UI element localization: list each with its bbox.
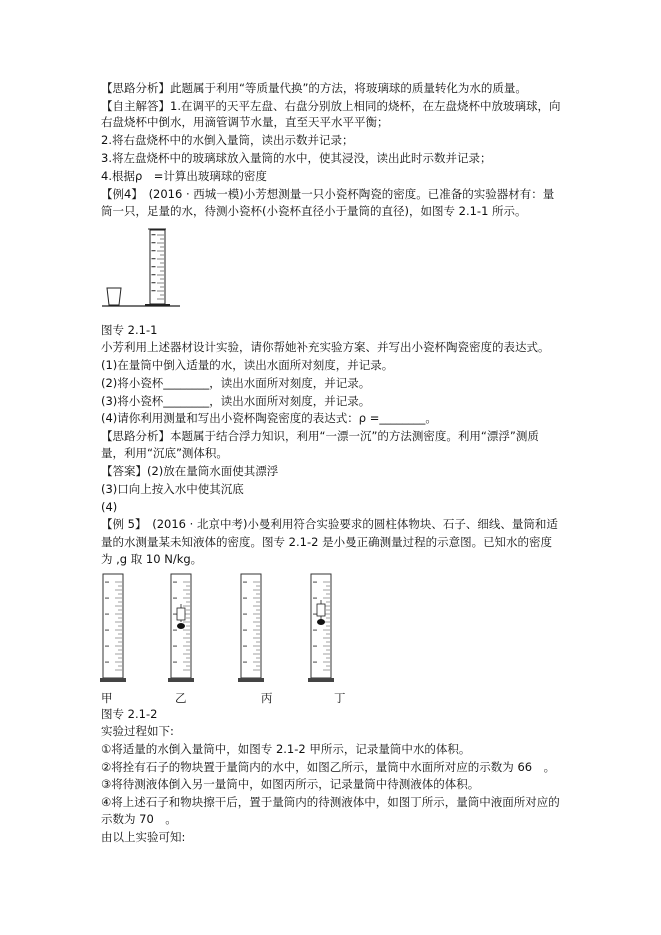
- text-line-25: ③将待测液体倒入另一量筒中，如图丙所示，记录量筒中待测液体的体积。: [101, 777, 480, 791]
- text-line-2: 【自主解答】1.在调平的天平左盘、右盘分别放上相同的烧杯，在左盘烧杯中放玻璃球，向: [101, 99, 561, 113]
- text-line-23: ①将适量的水倒入量筒中，如图专 2.1-2 甲所示，记录量筒中水的体积。: [101, 742, 471, 756]
- cylinder-bing: [238, 574, 264, 682]
- block-and-stone: [317, 600, 325, 625]
- text-line-20: 量的水测量某未知液体的密度。图专 2.1-2 是小曼正确测量过程的示意图。已知水的密度: [101, 535, 553, 549]
- figure-four-cylinders: [95, 572, 345, 684]
- text-line-28: 由以上实验可知:: [101, 830, 186, 844]
- figure-caption-2: 图专 2.1-2: [101, 707, 158, 721]
- text-line-27: 示数为 70 。: [101, 812, 177, 826]
- text-line-17: (3)口向上按入水中使其沉底: [101, 482, 244, 496]
- cylinder-label-yi: 乙: [175, 691, 187, 705]
- porcelain-cup: [107, 288, 121, 305]
- figure-cup-and-cylinder: [100, 225, 190, 310]
- text-line-8: 筒一只，足量的水，待测小瓷杯(小瓷杯直径小于量筒的直径)，如图专 2.1-1 所示。: [101, 204, 527, 218]
- text-line-9: 小芳利用上述器材设计实验，请你帮她补充实验方案、并写出小瓷杯陶瓷密度的表达式。: [101, 340, 550, 354]
- text-line-15: 量，利用“沉底”测体积。: [101, 446, 228, 460]
- text-line-16: 【答案】(2)放在量筒水面使其漂浮: [101, 464, 279, 478]
- text-line-19: 【例 5】 (2016 · 北京中考)小曼利用符合实验要求的圆柱体物块、石子、细线、量筒和适: [101, 517, 558, 531]
- cylinder-label-bing: 丙: [261, 691, 273, 705]
- text-line-12: (3)将小瓷杯________，读出水面所对刻度，并记录。: [101, 394, 371, 408]
- cylinder-label-ding: 丁: [334, 691, 346, 705]
- figure-caption-1: 图专 2.1-1: [101, 323, 158, 337]
- text-line-1: 【思路分析】此题属于利用“等质量代换”的方法，将玻璃球的质量转化为水的质量。: [101, 81, 527, 95]
- text-line-6: 4.根据ρ =计算出玻璃球的密度: [101, 169, 267, 183]
- text-line-7: 【例4】 (2016 · 西城一模)小芳想测量一只小瓷杯陶瓷的密度。已准备的实验器材有：量: [101, 187, 555, 201]
- cylinder-jia: [100, 574, 126, 682]
- measuring-cylinder: [145, 229, 170, 306]
- text-line-22: 实验过程如下:: [101, 724, 174, 738]
- text-line-13: (4)请你利用测量和写出小瓷杯陶瓷密度的表达式：ρ =________。: [101, 411, 437, 425]
- text-line-11: (2)将小瓷杯________，读出水面所对刻度，并记录。: [101, 376, 371, 390]
- cylinder-yi: [168, 574, 194, 682]
- text-line-21: 为 ,g 取 10 N/kg。: [101, 552, 203, 566]
- text-line-26: ④将上述石子和物块擦干后，置于量筒内的待测液体中，如图丁所示，量筒中液面所对应的: [101, 795, 560, 809]
- text-line-24: ②将拴有石子的物块置于量筒内的水中，如图乙所示，量筒中水面所对应的示数为 66 。: [101, 760, 556, 774]
- text-line-5: 3.将左盘烧杯中的玻璃球放入量筒的水中，使其浸没，读出此时示数并记录；: [101, 151, 492, 165]
- text-line-3: 右盘烧杯中倒水，用滴管调节水量，直至天平水平平衡；: [101, 115, 389, 129]
- text-line-14: 【思路分析】本题属于结合浮力知识，利用“一漂一沉”的方法测密度。利用“漂浮”测质: [101, 429, 539, 443]
- cylinder-label-jia: 甲: [101, 691, 113, 705]
- text-line-10: (1)在量筒中倒入适量的水，读出水面所对刻度，并记录。: [101, 358, 394, 372]
- text-line-4: 2.将右盘烧杯中的水倒入量筒，读出示数并记录；: [101, 133, 354, 147]
- cylinder-ding: [308, 574, 334, 682]
- block-and-stone: [177, 604, 185, 629]
- text-line-18: (4): [101, 500, 118, 514]
